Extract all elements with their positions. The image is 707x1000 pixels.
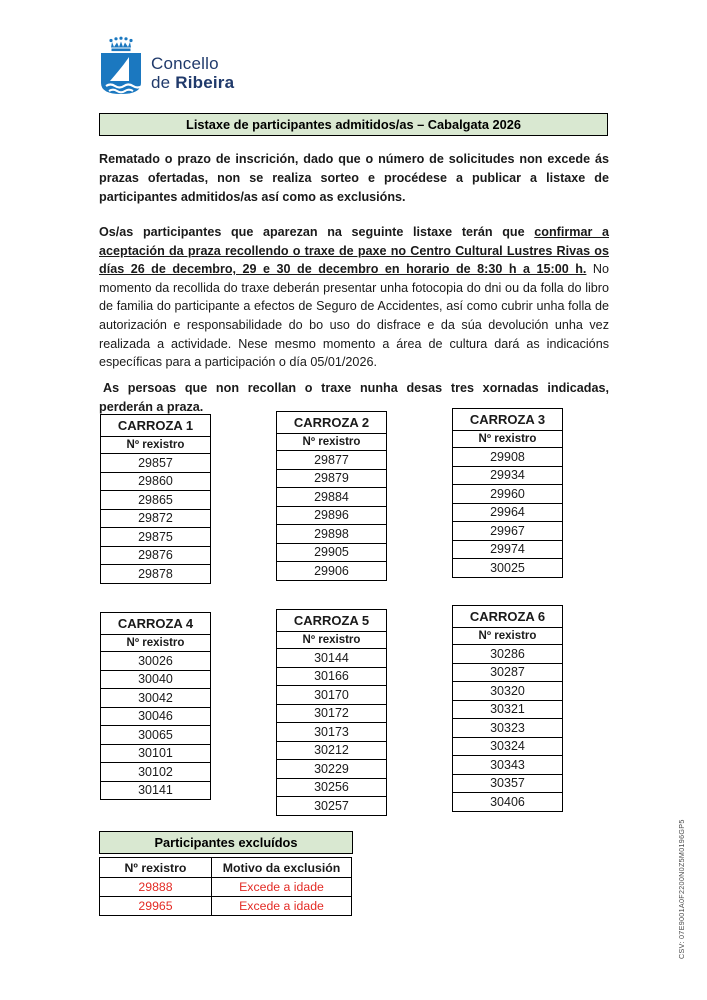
rexistro-number: 30141 xyxy=(101,781,211,800)
concello-logo xyxy=(100,36,234,96)
table-row xyxy=(453,682,563,701)
table-row xyxy=(277,543,387,562)
table-row xyxy=(277,469,387,488)
table-row xyxy=(277,525,387,544)
table-row xyxy=(101,689,211,708)
carroza-tables-row-1 xyxy=(100,408,563,584)
table-row xyxy=(453,485,563,504)
rexistro-number: 29875 xyxy=(101,528,211,547)
paragraph-instructions xyxy=(99,223,609,372)
rexistro-number: 30173 xyxy=(277,723,387,742)
table-row xyxy=(453,448,563,467)
table-row xyxy=(277,704,387,723)
rexistro-number: 30144 xyxy=(277,649,387,668)
carroza-title: CARROZA 4 xyxy=(101,613,211,635)
carroza-1-table xyxy=(100,414,211,584)
carroza-column-header: Nº rexistro xyxy=(453,628,563,645)
carroza-2-table xyxy=(276,411,387,581)
excluded-rexistro-number: 29888 xyxy=(100,878,212,897)
table-row xyxy=(101,744,211,763)
carroza-title: CARROZA 3 xyxy=(453,409,563,431)
body-text xyxy=(99,150,609,433)
rexistro-number: 29860 xyxy=(101,472,211,491)
table-row xyxy=(277,506,387,525)
rexistro-number: 30229 xyxy=(277,760,387,779)
carroza-4-table xyxy=(100,612,211,800)
logo-line-2: de Ribeira xyxy=(151,72,235,92)
excluded-col-motivo: Motivo da exclusión xyxy=(212,858,352,878)
rexistro-number: 30286 xyxy=(453,645,563,664)
carroza-column-header: Nº rexistro xyxy=(101,635,211,652)
rexistro-number: 30101 xyxy=(101,744,211,763)
table-row xyxy=(101,707,211,726)
rexistro-number: 29960 xyxy=(453,485,563,504)
rexistro-number: 30172 xyxy=(277,704,387,723)
carroza-title: CARROZA 1 xyxy=(101,415,211,437)
carroza-5 xyxy=(276,609,387,816)
rexistro-number: 30406 xyxy=(453,793,563,812)
rexistro-number: 29905 xyxy=(277,543,387,562)
carroza-column-header: Nº rexistro xyxy=(101,437,211,454)
rexistro-number: 29934 xyxy=(453,466,563,485)
excluded-reason: Excede a idade xyxy=(212,878,352,897)
table-row xyxy=(453,737,563,756)
rexistro-number: 29876 xyxy=(101,546,211,565)
carroza-4 xyxy=(100,612,211,800)
instructions-underlined: confirmar a aceptación da praza recollendo o traxe de paxe no Centro Cultural Lustres Rivas os días 26 de decembro, 29 e 30 de decembro en horario de 8:30 h a 15:00 h. xyxy=(99,225,610,277)
rexistro-number: 30320 xyxy=(453,682,563,701)
concello-crest-icon xyxy=(100,36,142,96)
rexistro-number: 30357 xyxy=(453,774,563,793)
table-row xyxy=(101,546,211,565)
excluded-rexistro-number: 29965 xyxy=(100,897,212,916)
rexistro-number: 30324 xyxy=(453,737,563,756)
rexistro-number: 29898 xyxy=(277,525,387,544)
excluded-row xyxy=(100,897,352,916)
table-row xyxy=(453,559,563,578)
rexistro-number: 30065 xyxy=(101,726,211,745)
table-row xyxy=(453,663,563,682)
rexistro-number: 30343 xyxy=(453,756,563,775)
table-row xyxy=(453,719,563,738)
table-row xyxy=(453,700,563,719)
rexistro-number: 29865 xyxy=(101,491,211,510)
table-row xyxy=(101,491,211,510)
logo-text xyxy=(151,55,234,92)
carroza-3 xyxy=(452,408,563,578)
rexistro-number: 29879 xyxy=(277,469,387,488)
carroza-2 xyxy=(276,411,387,581)
table-row xyxy=(453,645,563,664)
table-row xyxy=(101,472,211,491)
table-row xyxy=(101,454,211,473)
table-row xyxy=(101,509,211,528)
rexistro-number: 29896 xyxy=(277,506,387,525)
table-row xyxy=(101,781,211,800)
document-title: Listaxe de participantes admitidos/as – Cabalgata 2026 xyxy=(99,113,608,136)
table-row xyxy=(277,741,387,760)
rexistro-number: 30102 xyxy=(101,763,211,782)
rexistro-number: 30026 xyxy=(101,652,211,671)
paragraph-intro: Rematado o prazo de inscrición, dado que o número de solicitudes non excede ás prazas ofertadas, non se realiza sorteo e procédese a publicar a listaxe de participantes admitidos/as así como as exclusións. xyxy=(99,152,609,204)
rexistro-number: 29967 xyxy=(453,522,563,541)
carroza-column-header: Nº rexistro xyxy=(453,431,563,448)
rexistro-number: 30256 xyxy=(277,778,387,797)
rexistro-number: 30257 xyxy=(277,797,387,816)
carroza-title: CARROZA 2 xyxy=(277,412,387,434)
excluded-table xyxy=(99,857,352,916)
table-row xyxy=(277,488,387,507)
table-row xyxy=(277,778,387,797)
rexistro-number: 29908 xyxy=(453,448,563,467)
rexistro-number: 29906 xyxy=(277,562,387,581)
rexistro-number: 30046 xyxy=(101,707,211,726)
rexistro-number: 29872 xyxy=(101,509,211,528)
table-row xyxy=(277,723,387,742)
table-row xyxy=(453,522,563,541)
rexistro-number: 30212 xyxy=(277,741,387,760)
table-row xyxy=(277,451,387,470)
table-row xyxy=(101,670,211,689)
excluded-col-rexistro: Nº rexistro xyxy=(100,858,212,878)
carroza-tables-row-2 xyxy=(100,605,563,816)
carroza-3-table xyxy=(452,408,563,578)
excluded-section-title: Participantes excluídos xyxy=(99,831,353,854)
table-row xyxy=(453,774,563,793)
table-row xyxy=(453,756,563,775)
rexistro-number: 29974 xyxy=(453,540,563,559)
table-row xyxy=(101,565,211,584)
table-row xyxy=(277,686,387,705)
rexistro-number: 30323 xyxy=(453,719,563,738)
rexistro-number: 30042 xyxy=(101,689,211,708)
rexistro-number: 29878 xyxy=(101,565,211,584)
table-row xyxy=(453,793,563,812)
carroza-title: CARROZA 5 xyxy=(277,610,387,632)
table-row xyxy=(277,562,387,581)
rexistro-number: 30287 xyxy=(453,663,563,682)
table-row xyxy=(277,649,387,668)
rexistro-number: 30170 xyxy=(277,686,387,705)
paragraph-warning: As persoas que non recollan o traxe nunha desas tres xornadas indicadas, perderán a praza. xyxy=(99,380,609,414)
table-row xyxy=(277,667,387,686)
table-row xyxy=(453,503,563,522)
carroza-column-header: Nº rexistro xyxy=(277,632,387,649)
table-row xyxy=(101,652,211,671)
carroza-title: CARROZA 6 xyxy=(453,606,563,628)
rexistro-number: 29877 xyxy=(277,451,387,470)
rexistro-number: 29884 xyxy=(277,488,387,507)
carroza-6-table xyxy=(452,605,563,812)
table-row xyxy=(101,763,211,782)
csv-verification-code: CSV: 07E9001A0F2200N0Z5M0196GP5 xyxy=(677,819,686,959)
instructions-bold-lead: Os/as participantes que aparezan na seguinte listaxe terán que xyxy=(99,225,535,239)
carroza-5-table xyxy=(276,609,387,816)
instructions-rest: No momento da recollida do traxe deberán presentar unha fotocopia do dni ou da folla do libro de familia do participante a efectos de Seguro de Accidentes, así como cubrir unha folla de autorización e responsabilidade do bo uso do disfrace e da súa devolución unha vez realizada a actividade. Nese mesmo momento a área de cultura dará as indicacións específicas para a participación o día 05/01/2026. xyxy=(99,262,609,370)
table-row xyxy=(277,760,387,779)
carroza-6 xyxy=(452,605,563,812)
table-row xyxy=(277,797,387,816)
rexistro-number: 30321 xyxy=(453,700,563,719)
carroza-1 xyxy=(100,414,211,584)
table-row xyxy=(453,540,563,559)
rexistro-number: 30166 xyxy=(277,667,387,686)
excluded-reason: Excede a idade xyxy=(212,897,352,916)
table-row xyxy=(101,726,211,745)
excluded-row xyxy=(100,878,352,897)
rexistro-number: 30040 xyxy=(101,670,211,689)
logo-line-1: Concello xyxy=(151,54,219,73)
table-row xyxy=(453,466,563,485)
carroza-column-header: Nº rexistro xyxy=(277,434,387,451)
rexistro-number: 29857 xyxy=(101,454,211,473)
rexistro-number: 30025 xyxy=(453,559,563,578)
rexistro-number: 29964 xyxy=(453,503,563,522)
table-row xyxy=(101,528,211,547)
